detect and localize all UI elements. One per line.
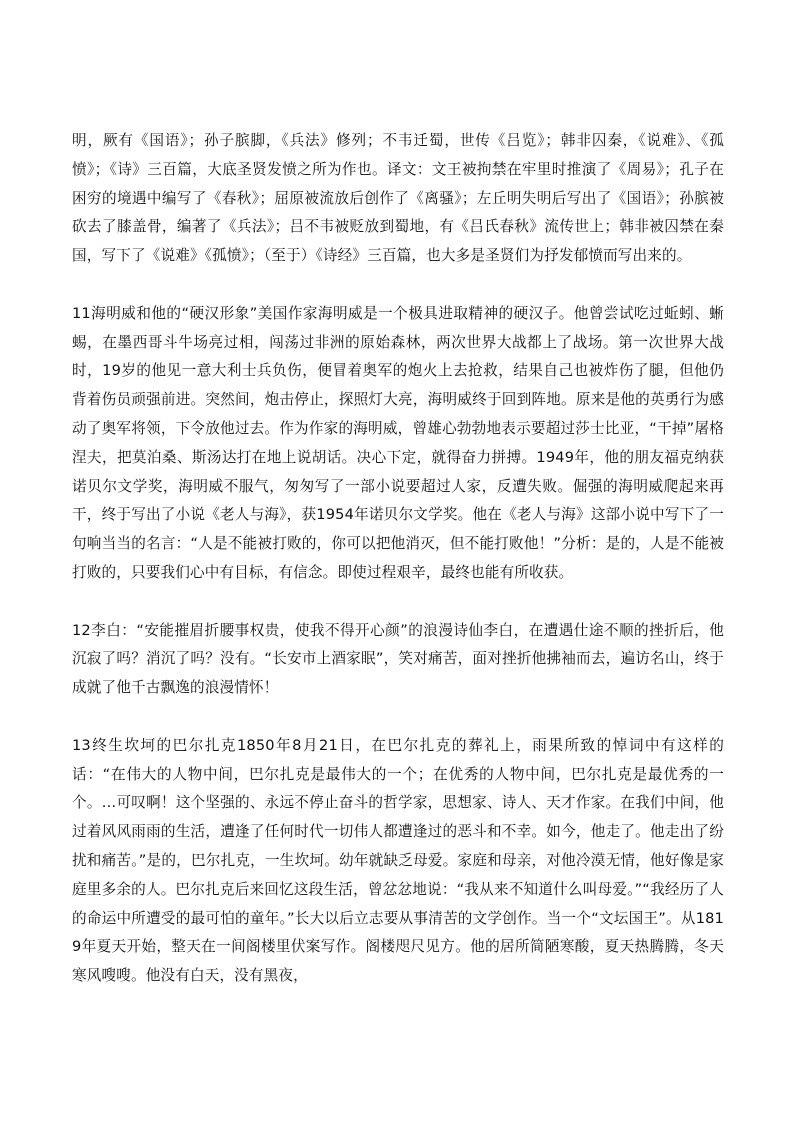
paragraph-hemingway: 11海明威和他的“硬汉形象”美国作家海明威是一个极具进取精神的硬汉子。他曾尝试吃过蚯蚓、蜥蜴，在墨西哥斗牛场亮过相，闯荡过非洲的原始森林，两次世界大战都上了战场。第一次世界大战时，19岁的他见一意大利士兵负伤，便冒着奥军的炮火上去抢救，结果自己也被炸伤了腿，但他仍背着伤员顽强前进。突然间，炮击停止，探照灯大亮，海明威终于回到阵地。原来是他的英勇行为感动了奥军将领，下令放他过去。作为作家的海明威，曾雄心勃勃地表示要超过莎士比亚，“干掉”屠格涅夫，把莫泊桑、斯汤达打在地上说胡话。决心下定，就得奋力拼搏。1949年，他的朋友福克纳获诺贝尔文学奖，海明威不服气，匆匆写了一部小说要超过人家，反遭失败。倔强的海明威爬起来再干，终于写出了小说《老人与海》，获1954年诺贝尔文学奖。他在《老人与海》这部小说中写下了一句响当当的名言：“人是不能被打败的，你可以把他消灭，但不能打败他！”分析：是的，人是不能被打败的，只要我们心中有目标，有信念。即使过程艰辛，最终也能有所收获。	[72, 304, 724, 581]
paragraph-balzac: 13终生坎坷的巴尔扎克1850年8月21日，在巴尔扎克的葬礼上，雨果所致的悼词中有这样的话：“在伟大的人物中间，巴尔扎克是最伟大的一个；在优秀的人物中间，巴尔扎克是最优秀的一个。…可叹啊！这个坚强的、永远不停止奋斗的哲学家，思想家、诗人、天才作家。在我们中间，他过着风风雨雨的生活，遭逢了任何时代一切伟人都遭逢过的恶斗和不幸。如今，他走了。他走出了纷扰和痛苦。”是的，巴尔扎克，一生坎坷。幼年就缺乏母爱。家庭和母亲，对他冷漠无情，他好像是家庭里多余的人。巴尔扎克后来回忆这段生活，曾忿忿地说：“我从来不知道什么叫母爱。”“我经历了人的命运中所遭受的最可怕的童年。”长大以后立志要从事清苦的文学创作。当一个“文坛国王”。从1819年夏天开始，整天在一间阁楼里伏案写作。阁楼咫尺见方。他的居所简陋寒酸，夏天热腾腾，冬天寒风嗖嗖。他没有白天，没有黑夜，	[72, 736, 724, 985]
document-body	[72, 127, 724, 991]
paragraph-guoyu-translation: 明，厥有《国语》；孙子膑脚，《兵法》修列；不韦迁蜀，世传《吕览》；韩非囚秦，《说难》、《孤愤》；《诗》三百篇，大底圣贤发愤之所为作也。译文：文王被拘禁在牢里时推演了《周易》；孔子在困穷的境遇中编写了《春秋》；屈原被流放后创作了《离骚》；左丘明失明后写出了《国语》；孙膑被砍去了膝盖骨，编著了《兵法》；吕不韦被贬放到蜀地，有《吕氏春秋》流传世上；韩非被囚禁在秦国，写下了《说难》《孤愤》；（至于）《诗经》三百篇，也大多是圣贤们为抒发郁愤而写出来的。	[72, 132, 724, 265]
paragraph-li-bai: 12李白：“安能摧眉折腰事权贵，使我不得开心颜”的浪漫诗仙李白，在遭遇仕途不顺的挫折后，他沉寂了吗？消沉了吗？没有。“长安市上酒家眠”，笑对痛苦，面对挫折他拂袖而去，遍访名山，终于成就了他千古飘逸的浪漫情怀！	[72, 621, 724, 697]
